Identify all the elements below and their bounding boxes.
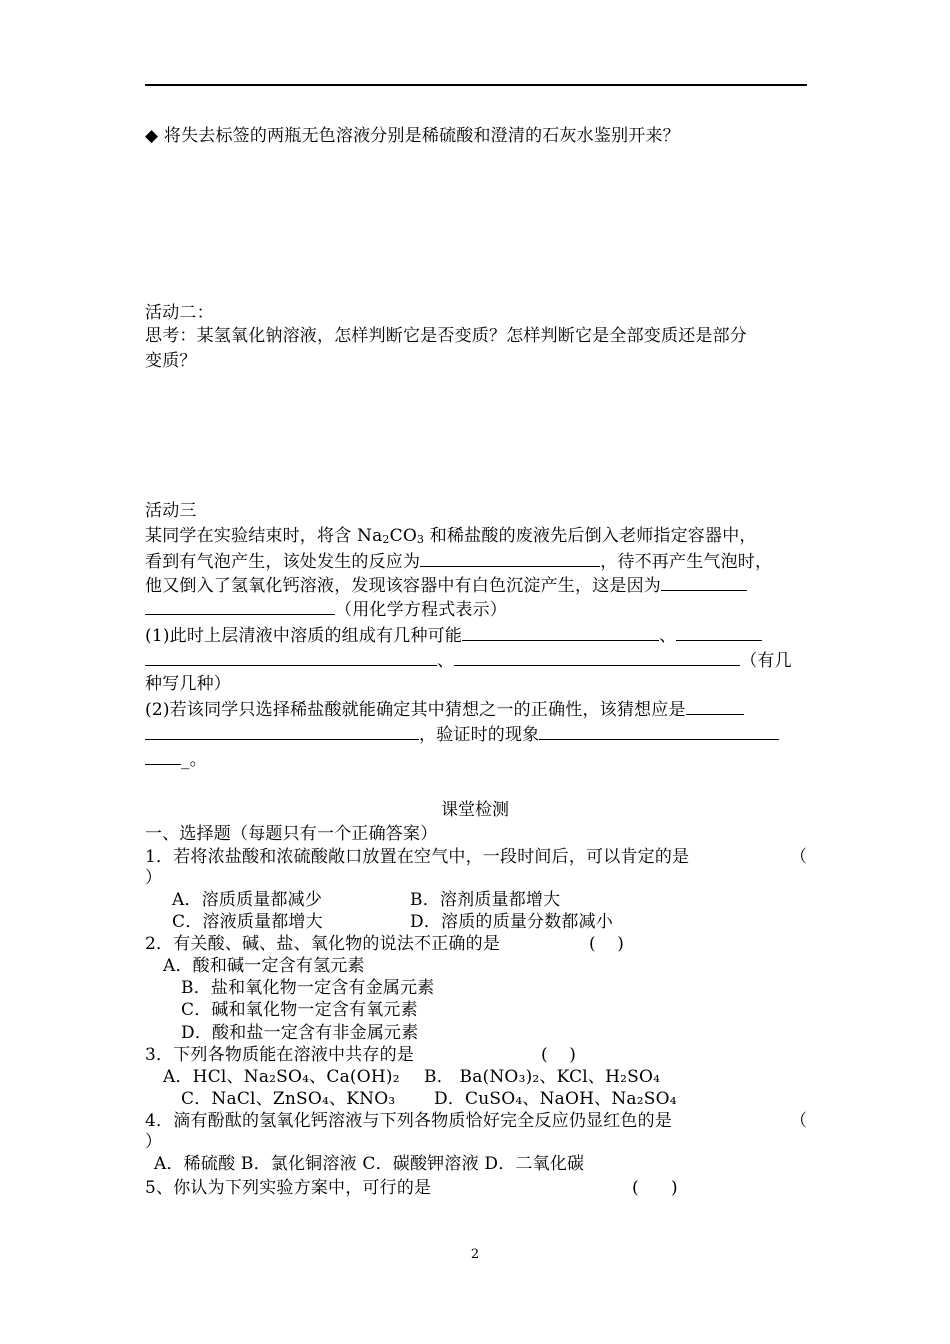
q4-paren-open: （ [790,1111,807,1131]
q2-option-a: A．酸和碱一定含有氢元素 [163,956,365,976]
q5-stem: 5、你认为下列实验方案中，可行的是 [145,1178,432,1198]
activity2-title: 活动二： [145,303,214,323]
answer-blank[interactable] [539,722,779,740]
answer-blank[interactable] [145,648,437,666]
answer-blank[interactable] [661,573,747,591]
q2-paren: ( ) [589,934,624,954]
activity3-line2: 看到有气泡产生，该处发生的反应为 ，待不再产生气泡时， [145,549,772,573]
q1-option-a: A．溶质质量都减少 [172,890,323,910]
q2-stem: 2．有关酸、碱、盐、氧化物的说法不正确的是 [145,934,501,954]
q1-option-c: C．溶液质量都增大 [172,912,323,932]
answer-blank[interactable] [462,623,659,641]
answer-blank[interactable] [454,648,740,666]
activity3-title: 活动三 [145,501,197,521]
answer-blank[interactable] [145,597,335,615]
q1-stem: 1．若将浓盐酸和浓硫酸敞口放置在空气中，一段时间后，可以肯定的是 [145,847,690,867]
activity3-line4: （用化学方程式表示） [145,597,507,621]
q2-option-b: B．盐和氧化物一定含有金属元素 [181,978,435,998]
activity3-line3: 他又倒入了氢氧化钙溶液，发现该容器中有白色沉淀产生，这是因为 [145,573,747,597]
activity3-line9: ，验证时的现象 [145,722,779,746]
answer-blank[interactable] [145,747,181,765]
activity2-line2: 变质？ [145,351,197,371]
answer-blank[interactable] [145,722,419,740]
q1-option-d: D．溶质的质量分数都减小 [410,912,614,932]
activity3-line10: _。 [145,747,207,771]
activity3-line8: (2)若该同学只选择稀盐酸就能确定其中猜想之一的正确性，该猜想应是 [145,697,744,721]
q1-paren-open: （ [790,847,807,867]
q3-paren: ( ) [541,1045,576,1065]
q5-paren: ( ) [632,1178,678,1198]
answer-blank[interactable] [686,697,744,715]
q1-paren-close: ） [145,868,163,888]
q3-option-a: A．HCl、Na₂SO₄、Ca(OH)₂ [163,1067,400,1087]
q2-option-d: D．酸和盐一定含有非金属元素 [181,1023,419,1043]
q4-paren-close: ） [145,1132,163,1152]
activity3-line1: 某同学在实验结束时，将含 $Na_2CO_3$ 和稀盐酸的废液先后倒入老师指定容器中， [145,526,757,546]
q1-option-b: B．溶剂质量都增大 [410,890,561,910]
header-rule [145,84,807,86]
answer-blank[interactable] [676,623,762,641]
activity3-line6: 、 （有几 [145,648,792,672]
part1-title: 一、选择题（每题只有一个正确答案） [145,824,438,844]
q3-option-b: B． Ba(NO₃)₂、KCl、H₂SO₄ [424,1067,661,1087]
page-number: 2 [470,1247,480,1262]
q4-options: A．稀硫酸 B．氯化铜溶液 C．碳酸钾溶液 D．二氧化碳 [154,1154,585,1174]
q4-stem: 4．滴有酚酞的氢氧化钙溶液与下列各物质恰好完全反应仍显红色的是 [145,1111,673,1131]
q3-option-d: D．CuSO₄、NaOH、Na₂SO₄ [434,1089,677,1109]
question-identify-solutions: ◆ 将失去标签的两瓶无色溶液分别是稀硫酸和澄清的石灰水鉴别开来？ [145,126,680,146]
activity3-line7: 种写几种） [145,674,231,694]
q3-stem: 3．下列各物质能在溶液中共存的是 [145,1045,415,1065]
section-title: 课堂检测 [441,800,509,820]
q3-option-c: C．NaCl、ZnSO₄、KNO₃ [181,1089,396,1109]
activity2-line1: 思考：某氢氧化钠溶液，怎样判断它是否变质？怎样判断它是全部变质还是部分 [145,326,747,346]
answer-blank[interactable] [420,549,600,567]
q2-option-c: C．碱和氧化物一定含有氧元素 [181,1000,418,1020]
activity3-line5: (1)此时上层清液中溶质的组成有几种可能 、 [145,623,762,647]
